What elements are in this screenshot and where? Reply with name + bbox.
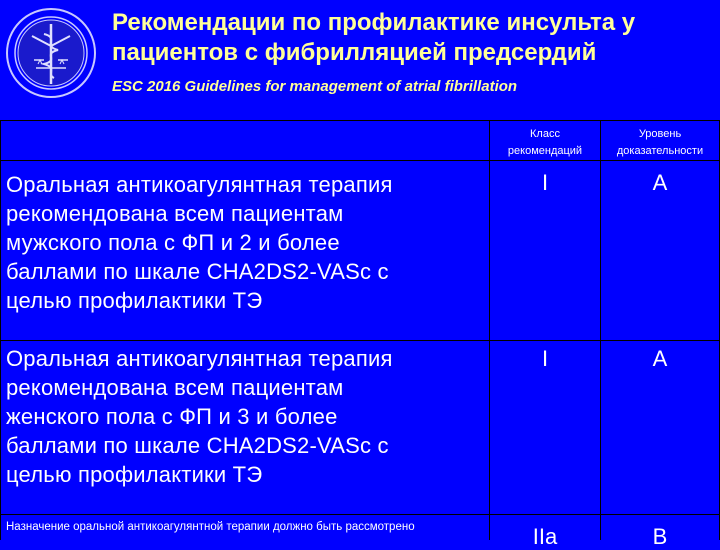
table-row-2-text: Оральная антикоагулянтная терапия рекомендована всем пациентам женского пола с ФП и 3 и более баллами по шкале CHA2DS2-VASc с целью профилактики ТЭ bbox=[6, 346, 393, 487]
table-row-3-level: B bbox=[652, 524, 668, 549]
column-header-level: Уровень доказательности bbox=[616, 128, 704, 157]
slide-subtitle: ESC 2016 Guidelines for management of atrial fibrillation bbox=[112, 78, 518, 95]
medical-emblem-icon bbox=[4, 6, 98, 100]
column-header-class: Класс рекомендаций bbox=[507, 128, 583, 157]
table-row-2-level: A bbox=[652, 346, 668, 371]
table-row-3-class: IIa bbox=[532, 524, 558, 549]
table-row-1-level: A bbox=[652, 170, 668, 195]
row-divider-2 bbox=[0, 514, 720, 515]
table-row-3-text: Назначение оральной антикоагулянтной терапии должно быть рассмотрено bbox=[6, 521, 415, 533]
table-row-2-class: I bbox=[541, 346, 549, 371]
table-row-1-class: I bbox=[541, 170, 549, 195]
table-border-left bbox=[0, 120, 1, 540]
row-divider-1 bbox=[0, 340, 720, 341]
table-row-1-text: Оральная антикоагулянтная терапия рекомендована всем пациентам мужского пола с ФП и 2 и более баллами по шкале CHA2DS2-VASc с целью профилактики ТЭ bbox=[6, 172, 393, 313]
header-row-divider bbox=[0, 160, 720, 161]
slide-title: Рекомендации по профилактике инсульта у пациентов с фибрилляцией предсердий bbox=[112, 9, 636, 66]
